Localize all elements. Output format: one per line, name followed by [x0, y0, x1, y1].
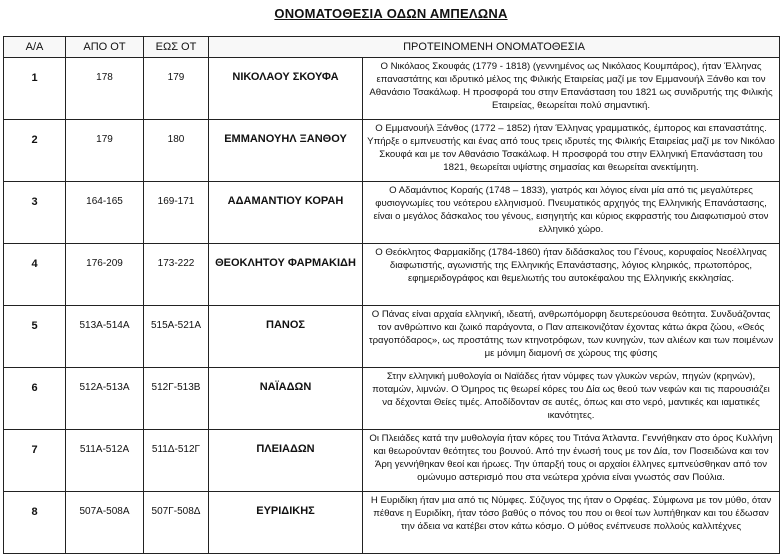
row-description: Ο Νικόλαος Σκουφάς (1779 - 1818) (γεννημένος ως Νικόλαος Κουμπάρος), ήταν Έλληνας επαναστάτης και ιδρυτικό μέλος της Φιλικής Εταιρείας μαζί με τον Εμμανουήλ Ξάνθο και τον Αθανάσιο Τσακάλωφ. Η προσφορά του στην Επανάσταση του 1821 ως συνιδρυτής της Φιλικής Εταιρείας, θεωρείται πολύ σημαντική. — [363, 58, 780, 120]
row-number: 1 — [4, 58, 66, 120]
row-from-block: 513Α-514Α — [66, 306, 144, 368]
header-name: ΠΡΟΤΕΙΝΟΜΕΝΗ ΟΝΟΜΑΤΟΘΕΣΙΑ — [209, 37, 780, 58]
row-street-name: ΝΑΪΑΔΩΝ — [209, 368, 363, 430]
table-row — [4, 244, 780, 306]
row-number: 6 — [4, 368, 66, 430]
row-to-block: 179 — [144, 58, 209, 120]
row-description: Ο Πάνας είναι αρχαία ελληνική, ιδεατή, ανθρωπόμορφη δευτερεύουσα θεότητα. Συνδυάζοντας τον ανθρώπινο και ζωικό παράγοντα, ο Παν απεικονιζόταν έχοντας κάτω άκρα ζώου, «Θεός τραγοπόδαρος», ως προστάτης των κτηνοτρόφων, των κυνηγών, των αλιέων και των ποιμένων με μόνιμη διαμονή σε χώρους της φύσης — [363, 306, 780, 368]
row-to-block: 515Α-521Α — [144, 306, 209, 368]
row-street-name: ΠΑΝΟΣ — [209, 306, 363, 368]
row-number: 2 — [4, 120, 66, 182]
row-to-block: 511Δ-512Γ — [144, 430, 209, 492]
row-from-block: 178 — [66, 58, 144, 120]
street-naming-table — [3, 36, 780, 554]
row-to-block: 512Γ-513Β — [144, 368, 209, 430]
row-description: Η Ευριδίκη ήταν μια από τις Νύμφες. Σύζυγος της ήταν ο Ορφέας. Σύμφωνα με τον μύθο, όταν πέθανε η Ευριδίκη, ήταν τόσο βαθύς ο πόνος του που οι θεοί των λυπήθηκαν και του έδωσαν την άδεια να κατέβει στον κάτω κόσμο. Ο μύθος ενέπνευσε πολλούς καλλιτέχνες — [363, 492, 780, 554]
row-to-block: 169-171 — [144, 182, 209, 244]
row-number: 7 — [4, 430, 66, 492]
row-description: Ο Αδαμάντιος Κοραής (1748 – 1833), γιατρός και λόγιος είναι μία από τις μεγαλύτερες φυσιογνωμίες του νεότερου ελληνισμού. Πνευματικός αρχηγός της Ελληνικής Επανάστασης, είναι ο μεγάλος δάσκαλος του γένους, εισηγητής και κύριος εκφραστής του Διαφωτισμού στον ελληνικό χώρο. — [363, 182, 780, 244]
row-description: Ο Θεόκλητος Φαρμακίδης (1784-1860) ήταν διδάσκαλος του Γένους, κορυφαίος Νεοέλληνας διαφωτιστής, αγωνιστής της Ελληνικής Επανάστασης, λόγιος κληρικός, πρωτοπόρος, εφημεριδογράφος και θεμελιωτής του αυτοκέφαλου της Ελληνικής εκκλησίας. — [363, 244, 780, 306]
row-street-name: ΝΙΚΟΛΑΟΥ ΣΚΟΥΦΑ — [209, 58, 363, 120]
table-body — [4, 58, 780, 554]
row-from-block: 164-165 — [66, 182, 144, 244]
row-description: Ο Εμμανουήλ Ξάνθος (1772 – 1852) ήταν Έλληνας γραμματικός, έμπορος και επαναστάτης. Υπήρξε ο εμπνευστής και ένας από τους τρεις ιδρυτές της Φιλικής Εταιρείας μαζί με τον Νικόλαο Σκουφά και με τον Αθανάσιο Τσακάλωφ. Η προσφορά του στην Ελληνική Επανάσταση του 1821, θεωρείται υψίστης σημασίας και θεωρείται ανεκτίμητη. — [363, 120, 780, 182]
header-num: Α/Α — [4, 37, 66, 58]
table-header — [4, 37, 780, 58]
row-number: 8 — [4, 492, 66, 554]
header-from: ΑΠΟ ΟΤ — [66, 37, 144, 58]
row-street-name: ΘΕΟΚΛΗΤΟΥ ΦΑΡΜΑΚΙΔΗ — [209, 244, 363, 306]
row-to-block: 507Γ-508Δ — [144, 492, 209, 554]
table-row — [4, 306, 780, 368]
row-street-name: ΑΔΑΜΑΝΤΙΟΥ ΚΟΡΑΗ — [209, 182, 363, 244]
table-row — [4, 492, 780, 554]
row-street-name: ΕΥΡΙΔΙΚΗΣ — [209, 492, 363, 554]
table-row — [4, 182, 780, 244]
header-row — [4, 37, 780, 58]
row-to-block: 180 — [144, 120, 209, 182]
row-to-block: 173-222 — [144, 244, 209, 306]
row-from-block: 511Α-512Α — [66, 430, 144, 492]
row-number: 5 — [4, 306, 66, 368]
row-street-name: ΕΜΜΑΝΟΥΗΛ ΞΑΝΘΟΥ — [209, 120, 363, 182]
row-number: 3 — [4, 182, 66, 244]
table-row — [4, 430, 780, 492]
page-title: ΟΝΟΜΑΤΟΘΕΣΙΑ ΟΔΩΝ ΑΜΠΕΛΩΝΑ — [274, 6, 508, 21]
table-row — [4, 58, 780, 120]
row-description: Στην ελληνική μυθολογία οι Ναϊάδες ήταν νύμφες των γλυκών νερών, πηγών (κρηνών), ποταμών, λιμνών. Ο Όμηρος τις θεωρεί κόρες του Δία ως θεού των νεφών και τις παρουσιάζει να δέχονται Θείες τιμές. Αποδίδονταν σε αυτές, όπως και στο νερό, μαντικές και ιαματικές ικανότητες. — [363, 368, 780, 430]
row-from-block: 176-209 — [66, 244, 144, 306]
row-from-block: 179 — [66, 120, 144, 182]
header-to: ΕΩΣ ΟΤ — [144, 37, 209, 58]
table-row — [4, 120, 780, 182]
row-street-name: ΠΛΕΙΑΔΩΝ — [209, 430, 363, 492]
row-number: 4 — [4, 244, 66, 306]
table-row — [4, 368, 780, 430]
row-description: Οι Πλειάδες κατά την μυθολογία ήταν κόρες του Τιτάνα Άτλαντα. Γεννήθηκαν στο όρος Κυλλήνη και θεωρούνταν θεότητες του βουνού. Από την ένωσή τους με τον Δία, τον Ποσειδώνα και τον Άρη γεννήθηκαν θεοί και ήρωες. Την ύπαρξή τους οι αρχαίοι έλληνες εμπνεύσθηκαν από τον ομώνυμο αστερισμό που στα νεώτερα χρόνια είναι γνωστός σαν Πούλια. — [363, 430, 780, 492]
row-from-block: 512Α-513Α — [66, 368, 144, 430]
row-from-block: 507Α-508Α — [66, 492, 144, 554]
